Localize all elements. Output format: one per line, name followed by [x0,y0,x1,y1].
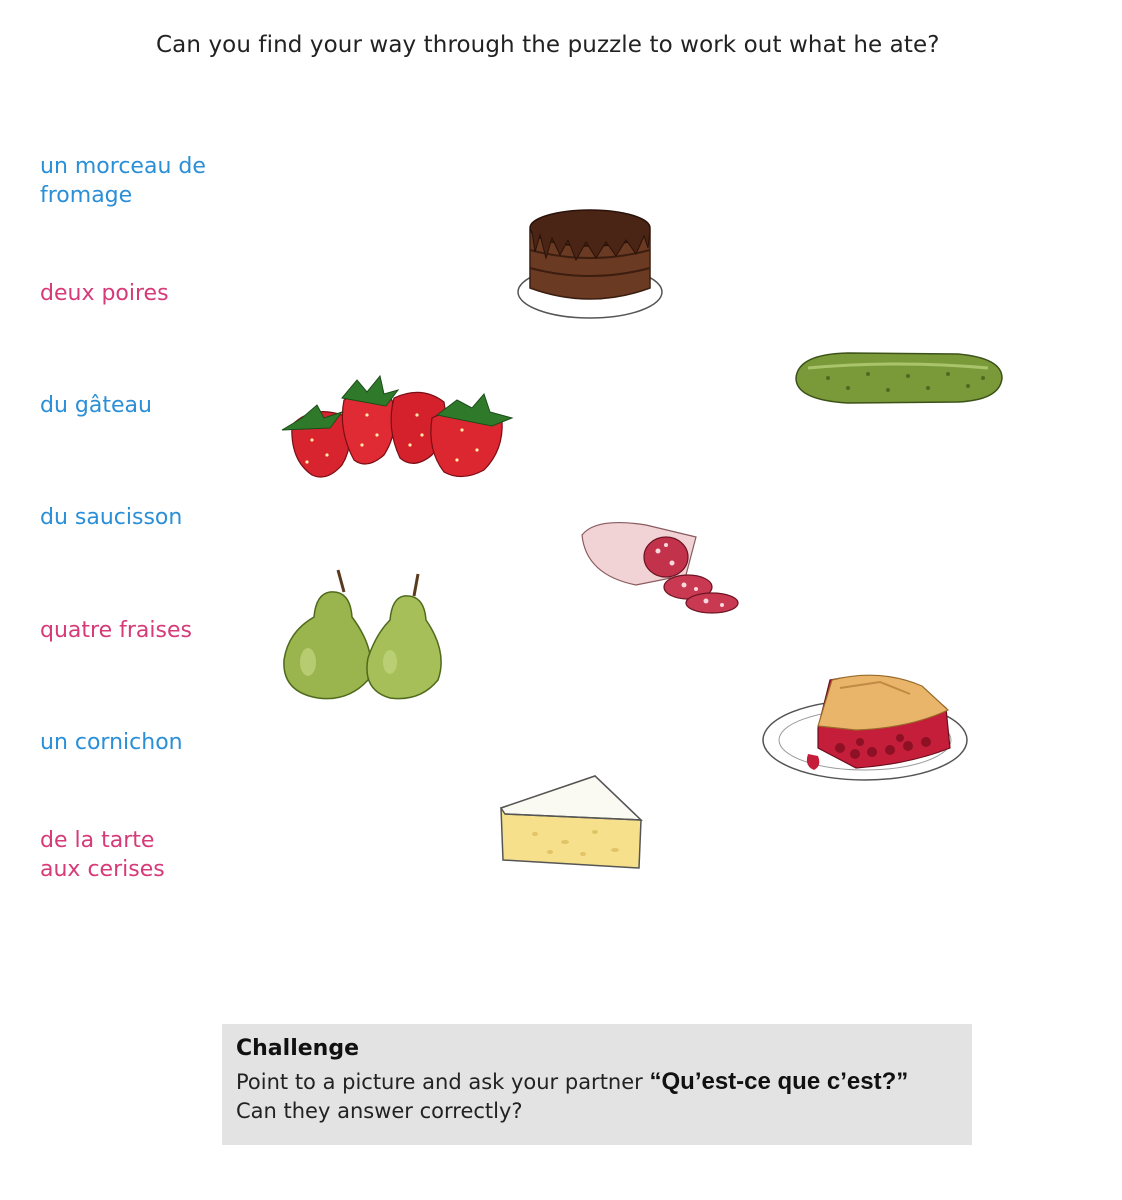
chocolate-cake-image [510,200,670,325]
label-pears: deux poires [40,281,169,306]
strawberries-image [272,370,522,485]
gherkin-image [788,348,1008,408]
label-gherkin: un cornichon [40,730,183,755]
challenge-box [222,1024,972,1145]
challenge-prompt: Point to a picture and ask your partner [236,1070,643,1094]
instruction-text: Can you find your way through the puzzle to work out what he ate? [156,32,940,58]
challenge-question: “Qu’est-ce que c’est?” [649,1068,909,1095]
label-salami: du saucisson [40,505,183,530]
challenge-title: Challenge [236,1036,359,1061]
cheese-wedge-image [495,770,650,878]
challenge-line-2: Can they answer correctly? [236,1099,523,1123]
label-cheese: un morceau de fromage [40,154,206,208]
label-strawberries: quatre fraises [40,618,192,643]
label-cake: du gâteau [40,393,152,418]
label-cherry-pie: de la tarte aux cerises [40,828,165,882]
cherry-pie-image [760,668,975,788]
salami-image [576,515,746,625]
pears-image [278,562,448,707]
challenge-line-1 [236,1067,958,1097]
